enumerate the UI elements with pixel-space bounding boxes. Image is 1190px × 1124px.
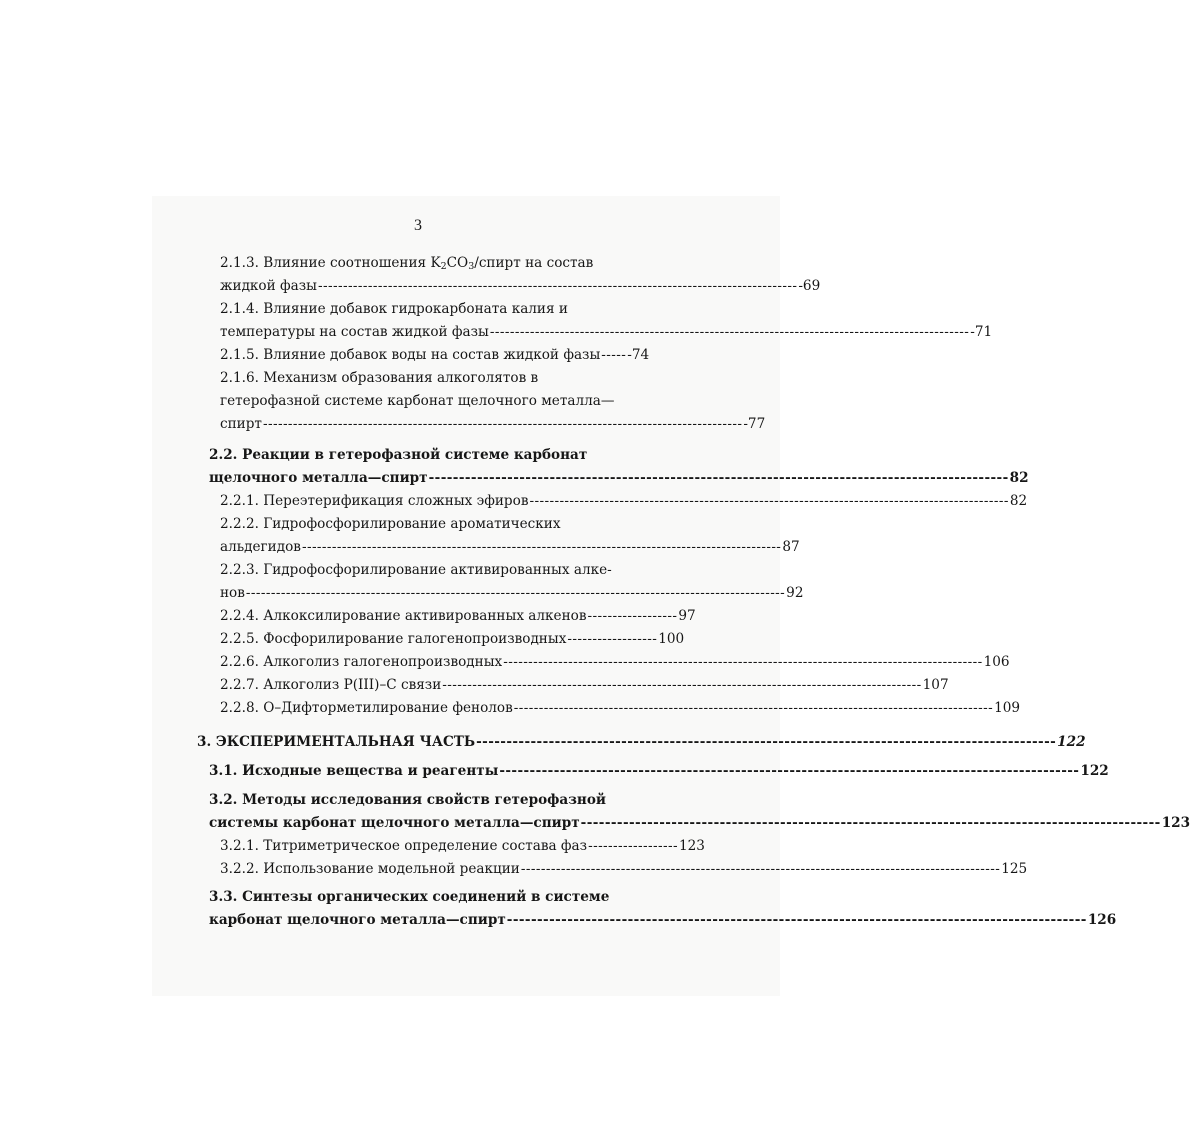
toc-entry-2-1-6-cont2: спирт ------------------------------------------------------------------------------------------------ -77 xyxy=(220,416,766,432)
toc-section-3-2-cont: системы карбонат щелочного металла—спирт ------------------------------------------------------------------------------------------------ 123 xyxy=(209,815,1190,831)
toc-section-3-3-cont: карбонат щелочного металла—спирт ------------------------------------------------------------------------------------------------ 126 xyxy=(209,912,1117,928)
toc-entry-2-1-4: 2.1.4. Влияние добавок гидрокарбоната калия и xyxy=(220,301,568,317)
toc-entry-2-2-2-cont: альдегидов ------------------------------------------------------------------------------------------------ 87 xyxy=(220,539,800,555)
toc-entry-2-1-5: 2.1.5. Влияние добавок воды на состав жидкой фазы ----- -74 xyxy=(220,347,650,363)
page-number: 3 xyxy=(414,217,422,234)
toc-entry-2-2-6: 2.2.6. Алкоголиз галогенопроизводных ------------------------------------------------------------------------------------------------ 106 xyxy=(220,654,1010,670)
toc-entry-2-1-6-cont: гетерофазной системе карбонат щелочного металла— xyxy=(220,393,615,409)
toc-entry-2-2-7: 2.2.7. Алкоголиз P(III)–C связи ------------------------------------------------------------------------------------------------ 107 xyxy=(220,677,949,693)
toc-entry-2-1-3: 2.1.3. Влияние соотношения K2CO3/спирт на состав xyxy=(220,255,594,272)
toc-section-2-2-cont: щелочного металла—спирт ------------------------------------------------------------------------------------------------ 82 xyxy=(209,470,1029,486)
toc-entry-2-2-4: 2.2.4. Алкоксилирование активированных алкенов ------------------ 97 xyxy=(220,608,696,624)
toc-section-3-3: 3.3. Синтезы органических соединений в системе xyxy=(209,889,610,905)
toc-entry-2-1-6: 2.1.6. Механизм образования алкоголятов в xyxy=(220,370,539,386)
toc-entry-2-1-4-cont: температуры на состав жидкой фазы ------------------------------------------------------------------------------------------------ -71 xyxy=(220,324,993,340)
toc-section-2-2: 2.2. Реакции в гетерофазной системе карбонат xyxy=(209,447,588,463)
toc-section-3-2: 3.2. Методы исследования свойств гетерофазной xyxy=(209,792,606,808)
toc-entry-2-2-2: 2.2.2. Гидрофосфорилирование ароматических xyxy=(220,516,561,532)
toc-entry-2-1-3-cont: жидкой фазы ------------------------------------------------------------------------------------------------ -69 xyxy=(220,275,638,297)
toc-entry-2-2-3-cont: нов ------------------------------------------------------------------------------------------------------------ 92 xyxy=(220,585,804,601)
toc-entry-2-2-5: 2.2.5. Фосфорилирование галогенопроизводных ------------------ 100 xyxy=(220,631,685,647)
toc-chapter-3: 3. ЭКСПЕРИМЕНТАЛЬНАЯ ЧАСТЬ ------------------------------------------------------------------------------------------------ 122 xyxy=(197,734,1086,750)
toc-entry-2-2-1: 2.2.1. Переэтерификация сложных эфиров ------------------------------------------------------------------------------------------------ 82 xyxy=(220,493,1028,509)
dot-leader: ------------------------------------------------------------------------------------------------ xyxy=(317,278,798,294)
toc-entry-3-2-1: 3.2.1. Титриметрическое определение состава фаз ------------------ 123 xyxy=(220,838,705,854)
toc-entry-2-2-3: 2.2.3. Гидрофосфорилирование активированных алке- xyxy=(220,562,612,578)
toc-section-3-1: 3.1. Исходные вещества и реагенты ------------------------------------------------------------------------------------------------ 122 xyxy=(209,763,1109,779)
toc-entry-2-2-8: 2.2.8. O–Дифторметилирование фенолов ------------------------------------------------------------------------------------------------ 109 xyxy=(220,700,1021,716)
toc-entry-3-2-2: 3.2.2. Использование модельной реакции ------------------------------------------------------------------------------------------------ 125 xyxy=(220,861,1028,877)
